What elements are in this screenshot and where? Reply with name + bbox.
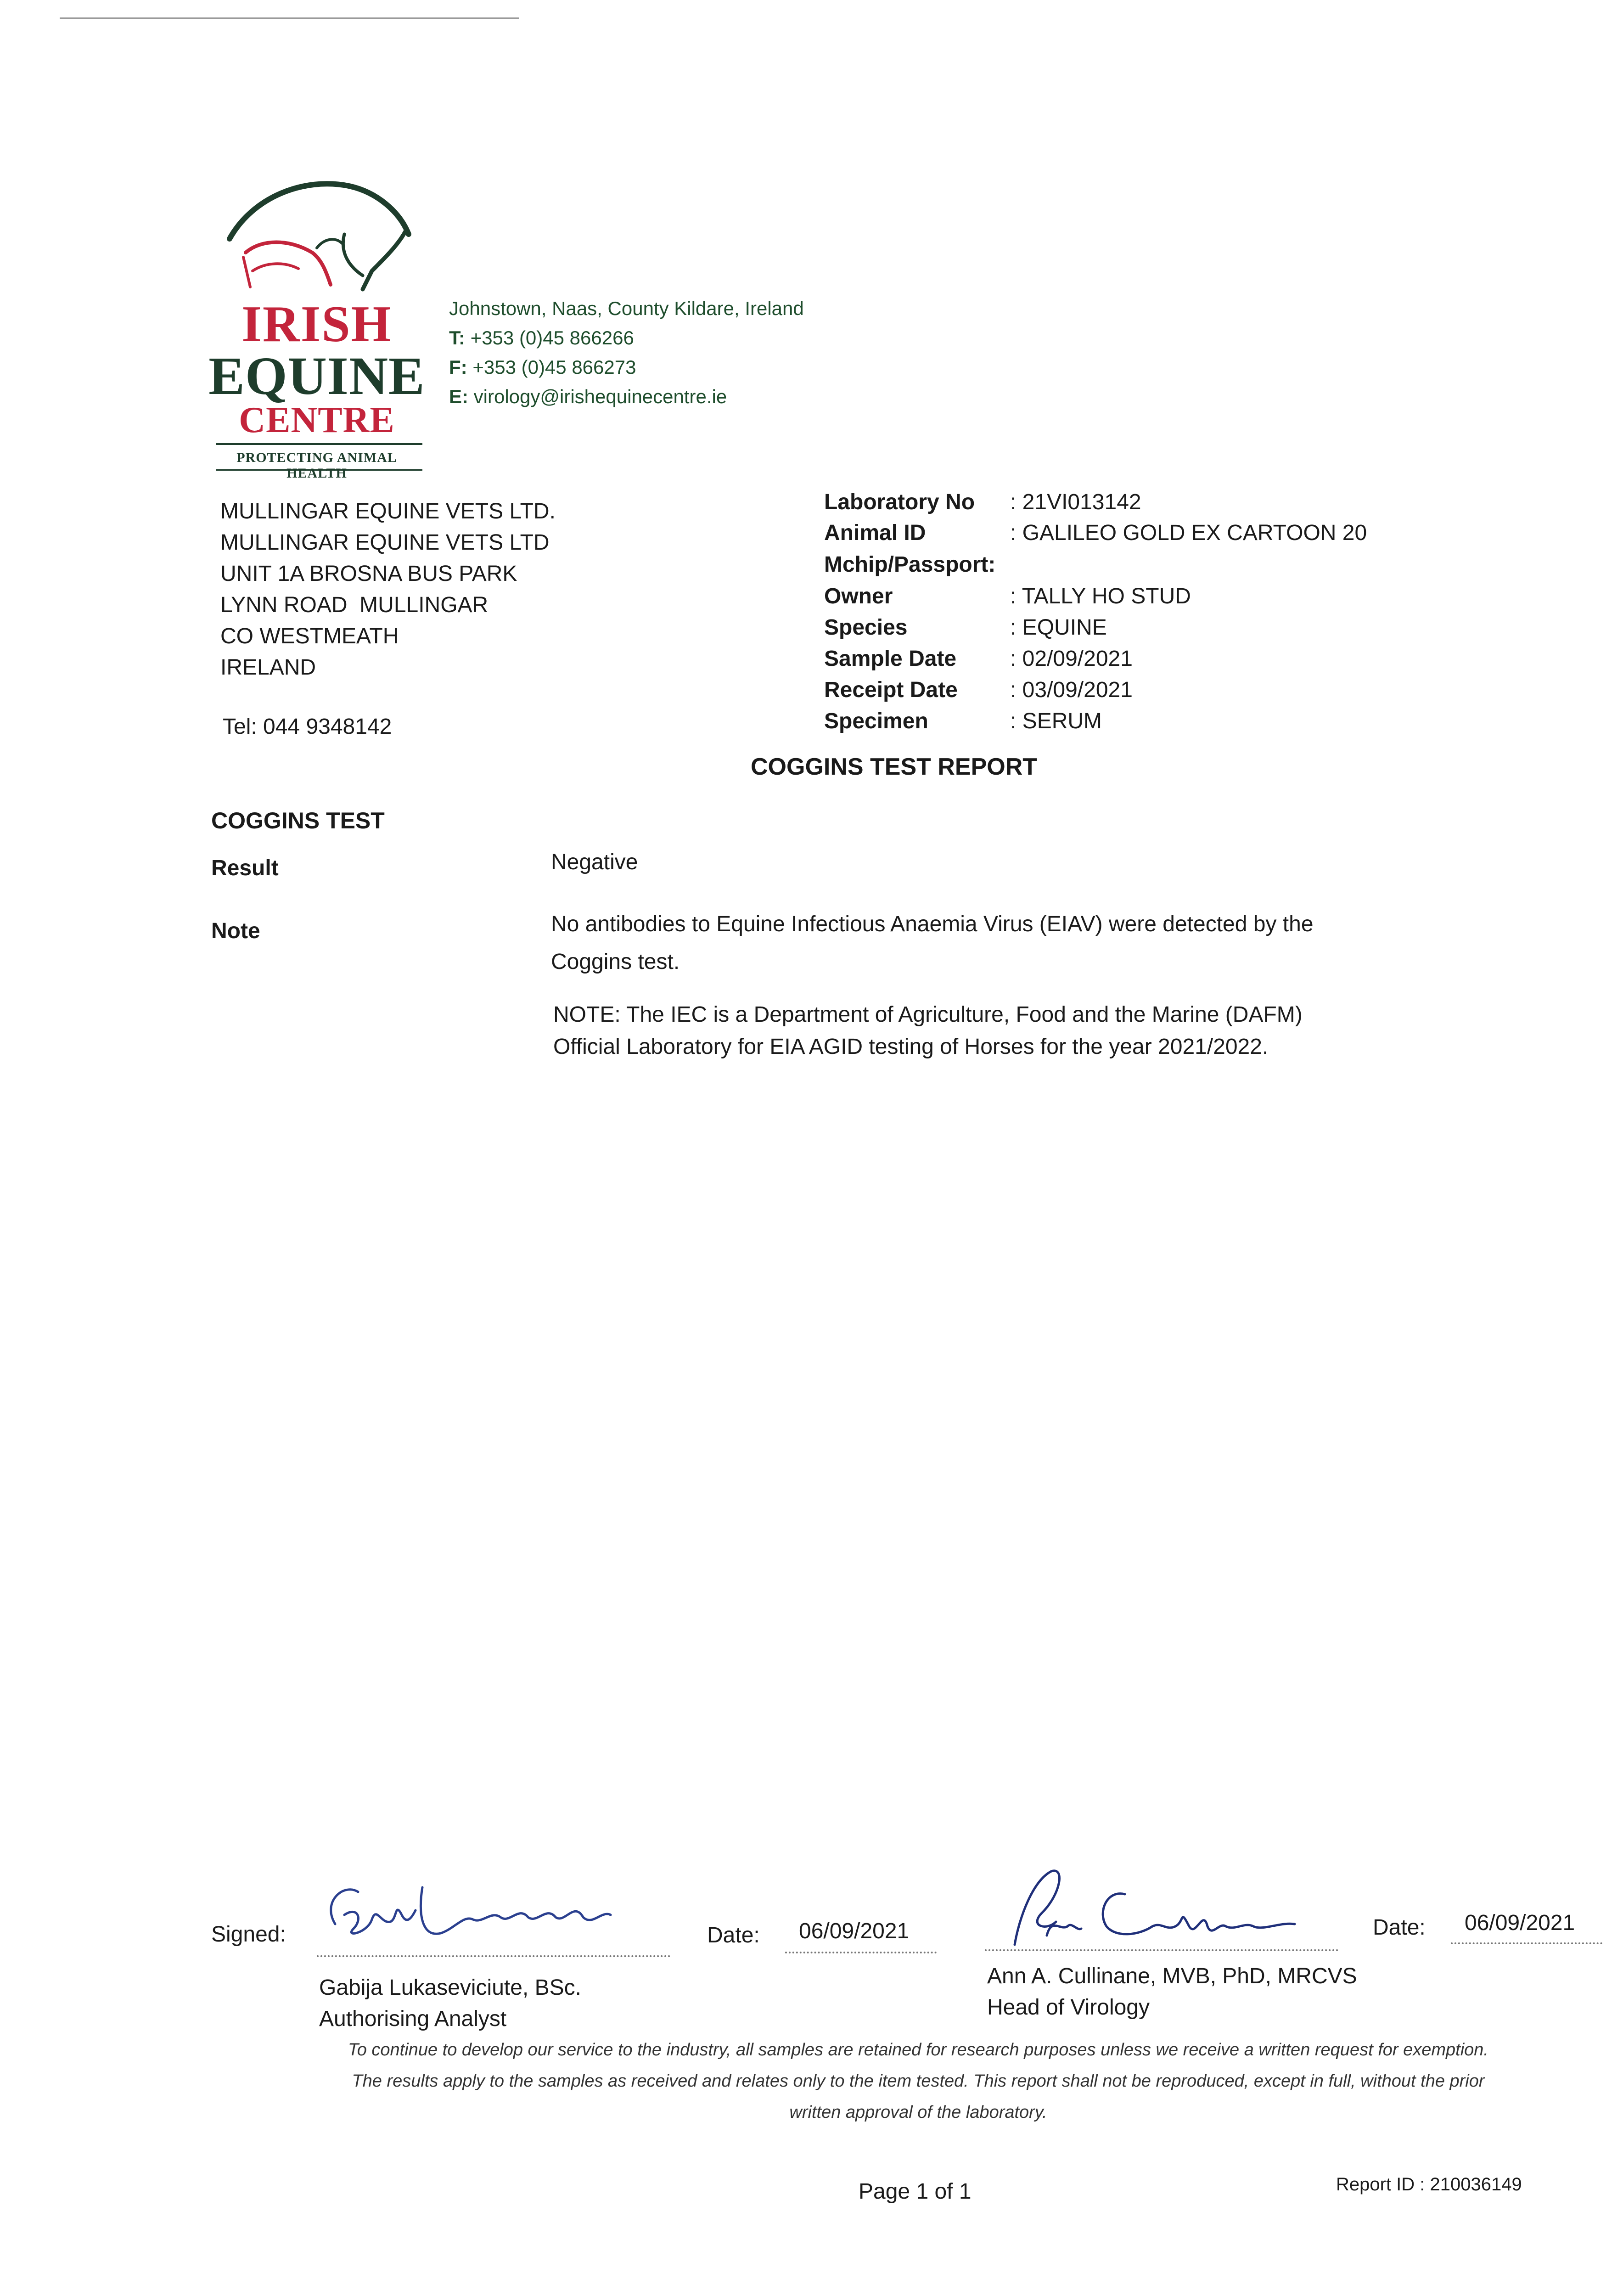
head-name: Ann A. Cullinane, MVB, PhD, MRCVS	[987, 1964, 1357, 1988]
head-role: Head of Virology	[987, 1995, 1150, 2020]
lab-row-sample-date	[824, 643, 1133, 675]
head-signatory	[987, 1961, 1357, 2023]
lab-label: Sample Date	[824, 647, 957, 671]
lab-value: : SERUM	[1010, 709, 1102, 733]
lab-label: Animal ID	[824, 521, 926, 545]
disclaimer	[303, 2034, 1533, 2128]
phone-value: +353 (0)45 866266	[470, 327, 634, 349]
lab-row-animal-id	[824, 518, 1367, 549]
lab-row-laboratory-no	[824, 487, 1141, 518]
contact-phone	[449, 323, 804, 353]
lab-value: : 02/09/2021	[1010, 647, 1133, 671]
signature-line	[317, 1955, 670, 1957]
dafm-notice: NOTE: The IEC is a Department of Agriculture, Food and the Marine (DAFM) Official Laboratory for EIA AGID testing of Horses for the year 2021/2022.	[553, 1002, 1303, 1059]
disclaimer-line: To continue to develop our service to the industry, all samples are retained for research purposes unless we receive a written request for exemption.	[348, 2040, 1488, 2060]
address-line: LYNN ROAD MULLINGAR	[220, 593, 489, 617]
head-signature	[987, 1862, 1309, 1954]
recipient-tel: Tel: 044 9348142	[223, 715, 392, 739]
result-label: Result	[211, 856, 279, 880]
note-text: No antibodies to Equine Infectious Anaemia Virus (EIAV) were detected by the Coggins test.	[551, 912, 1314, 974]
logo-tagline: PROTECTING ANIMAL HEALTH	[236, 450, 397, 481]
date-line	[1451, 1942, 1602, 1944]
analyst-signature	[317, 1874, 629, 1952]
fax-label: F:	[449, 356, 467, 378]
date-label: Date:	[707, 1923, 760, 1947]
lab-row-receipt-date	[824, 675, 1133, 706]
contact-fax	[449, 353, 804, 382]
lab-value: : TALLY HO STUD	[1010, 584, 1191, 608]
lab-row-mchip-passport	[824, 549, 1010, 580]
contact-address: Johnstown, Naas, County Kildare, Ireland	[449, 298, 804, 319]
phone-label: T:	[449, 327, 465, 349]
lab-label: Species	[824, 615, 908, 640]
recipient-address	[220, 496, 556, 683]
fax-value: +353 (0)45 866273	[472, 356, 636, 378]
result-value: Negative	[551, 850, 638, 874]
email-value: virology@irishequinecentre.ie	[473, 386, 727, 407]
logo-text-equine: EQUINE	[208, 346, 425, 406]
note-label: Note	[211, 919, 260, 943]
address-line: CO WESTMEATH	[220, 624, 399, 648]
scan-top-rule	[60, 17, 519, 19]
irish-equine-centre-logo	[207, 179, 427, 481]
lab-label: Receipt Date	[824, 678, 958, 702]
signed-label: Signed:	[211, 1922, 286, 1947]
address-line: MULLINGAR EQUINE VETS LTD.	[220, 499, 556, 523]
contact-email	[449, 382, 804, 411]
address-line: IRELAND	[220, 655, 316, 680]
lab-label: Laboratory No	[824, 490, 975, 514]
lab-value: : 03/09/2021	[1010, 678, 1133, 702]
lab-value: : 21VI013142	[1010, 490, 1141, 514]
address-line: MULLINGAR EQUINE VETS LTD	[220, 530, 550, 555]
analyst-role: Authorising Analyst	[319, 2007, 507, 2031]
lab-value: : GALILEO GOLD EX CARTOON 20	[1010, 521, 1367, 545]
lab-label: Specimen	[824, 709, 928, 733]
email-label: E:	[449, 386, 468, 407]
analyst-name: Gabija Lukaseviciute, BSc.	[319, 1975, 581, 2000]
address-line: UNIT 1A BROSNA BUS PARK	[220, 562, 517, 586]
head-sign-date: 06/09/2021	[1465, 1911, 1575, 1935]
section-title: COGGINS TEST	[211, 808, 385, 833]
lab-row-species	[824, 612, 1107, 643]
logo-divider-bottom	[216, 469, 422, 471]
page-number: Page 1 of 1	[859, 2179, 972, 2204]
logo-divider	[216, 443, 422, 445]
report-id: Report ID : 210036149	[1336, 2174, 1522, 2195]
report-title: COGGINS TEST REPORT	[751, 754, 1038, 780]
date-label: Date:	[1373, 1915, 1426, 1940]
logo-text-irish: IRISH	[241, 296, 392, 353]
horse-head-logo-icon	[225, 179, 418, 298]
logo-text-centre: CENTRE	[239, 400, 395, 440]
disclaimer-line: written approval of the laboratory.	[789, 2103, 1047, 2122]
signature-line	[985, 1949, 1338, 1951]
lab-row-owner	[824, 581, 1191, 612]
analyst-sign-date: 06/09/2021	[799, 1919, 910, 1943]
disclaimer-line: The results apply to the samples as received and relates only to the item tested. This report shall not be reproduced, except in full, without the prior	[352, 2071, 1485, 2091]
lab-label: Owner	[824, 584, 893, 608]
lab-value: : EQUINE	[1010, 615, 1107, 640]
contact-block	[449, 294, 804, 411]
lab-row-specimen	[824, 706, 1102, 737]
date-line	[785, 1952, 937, 1953]
lab-label: Mchip/Passport:	[824, 552, 996, 577]
analyst-signatory	[319, 1972, 581, 2035]
